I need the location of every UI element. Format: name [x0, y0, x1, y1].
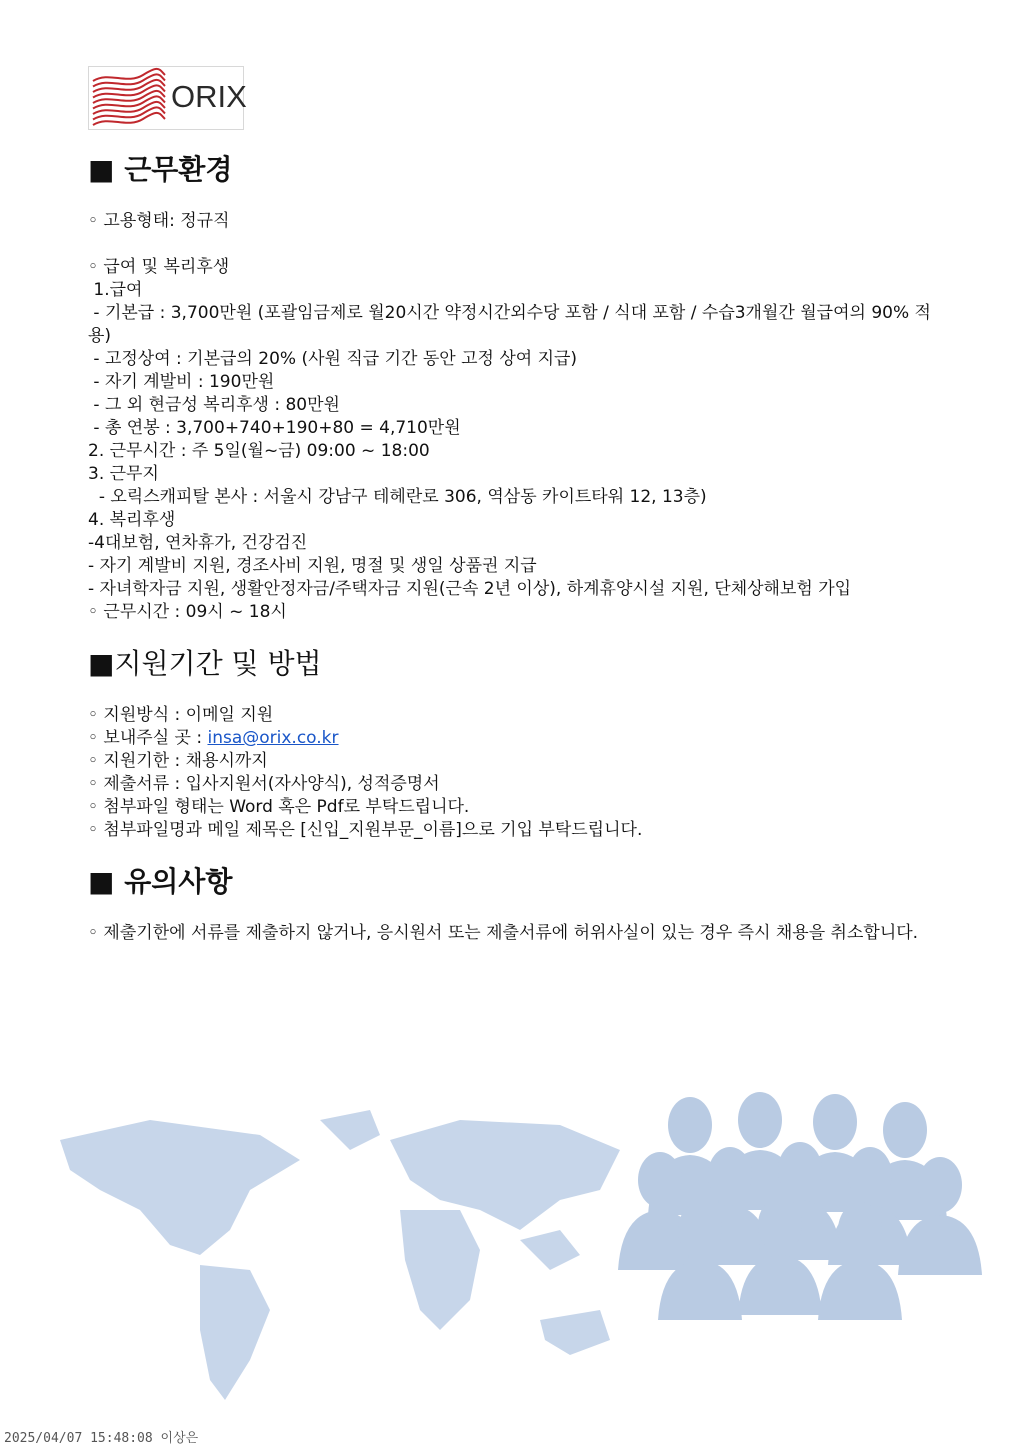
- work-line: 1.급여: [88, 280, 143, 300]
- apply-email-label: ◦ 보내주실 곳 :: [88, 728, 208, 748]
- world-map-icon: [60, 1110, 620, 1400]
- work-line: - 그 외 현금성 복리후생 : 80만원: [88, 395, 340, 415]
- work-line: - 총 연봉 : 3,700+740+190+80 = 4,710만원: [88, 418, 461, 438]
- work-line: ◦ 고용형태: 정규직: [88, 211, 230, 231]
- work-line: 3. 근무지: [88, 464, 159, 484]
- notice-line: ◦ 제출기한에 서류를 제출하지 않거나, 응시원서 또는 제출서류에 허위사실이 있는 경우 즉시 채용을 취소합니다.: [88, 923, 919, 943]
- orix-wave-icon: [89, 67, 169, 129]
- work-line: - 고정상여 : 기본급의 20% (사원 직급 기간 동안 고정 상여 지급): [88, 349, 578, 369]
- section-title-notice: ■ 유의사항: [88, 865, 233, 898]
- work-line: 2. 근무시간 : 주 5일(월~금) 09:00 ~ 18:00: [88, 441, 430, 461]
- work-line: 4. 복리후생: [88, 510, 176, 530]
- print-footer: 2025/04/07 15:48:08 이상은: [4, 1431, 199, 1446]
- apply-line: ◦ 첨부파일 형태는 Word 혹은 Pdf로 부탁드립니다.: [88, 797, 470, 817]
- work-details: [88, 210, 938, 624]
- work-line: - 오릭스캐피탈 본사 : 서울시 강남구 테헤란로 306, 역삼동 카이트타워 12, 13층): [88, 487, 707, 507]
- work-line: [88, 233, 938, 256]
- apply-method: ◦ 지원방식 : 이메일 지원: [88, 705, 274, 725]
- apply-line: ◦ 첨부파일명과 메일 제목은 [신입_지원부문_이름]으로 기입 부탁드립니다.: [88, 820, 643, 840]
- work-line: ◦ 근무시간 : 09시 ~ 18시: [88, 602, 287, 622]
- apply-line: ◦ 제출서류 : 입사지원서(자사양식), 성적증명서: [88, 774, 440, 794]
- apply-email-line: [88, 727, 938, 750]
- document-body: [88, 150, 938, 945]
- apply-email-link[interactable]: insa@orix.co.kr: [207, 728, 339, 748]
- people-group-icon: [618, 1092, 982, 1320]
- orix-logo: [88, 66, 247, 130]
- work-line: ◦ 급여 및 복리후생: [88, 257, 230, 277]
- work-line: -4대보험, 연차휴가, 건강검진: [88, 533, 308, 553]
- work-line: - 자녀학자금 지원, 생활안정자금/주택자금 지원(근속 2년 이상), 하계휴양시설 지원, 단체상해보험 가입: [88, 579, 852, 599]
- work-line: - 자기 계발비 : 190만원: [88, 372, 275, 392]
- apply-line: ◦ 지원기한 : 채용시까지: [88, 751, 268, 771]
- notice-details: [88, 922, 938, 945]
- work-line: - 기본급 : 3,700만원 (포괄임금제로 월20시간 약정시간외수당 포함 / 식대 포함 / 수습3개월간 월급여의 90% 적용): [88, 303, 931, 346]
- work-line: - 자기 계발비 지원, 경조사비 지원, 명절 및 생일 상품권 지급: [88, 556, 537, 576]
- section-title-work: ■ 근무환경: [88, 153, 233, 186]
- background-world-people-illustration: [0, 1080, 1024, 1420]
- section-title-apply: ■지원기간 및 방법: [88, 647, 322, 680]
- apply-details: [88, 750, 938, 842]
- logo-text: ORIX: [171, 79, 247, 114]
